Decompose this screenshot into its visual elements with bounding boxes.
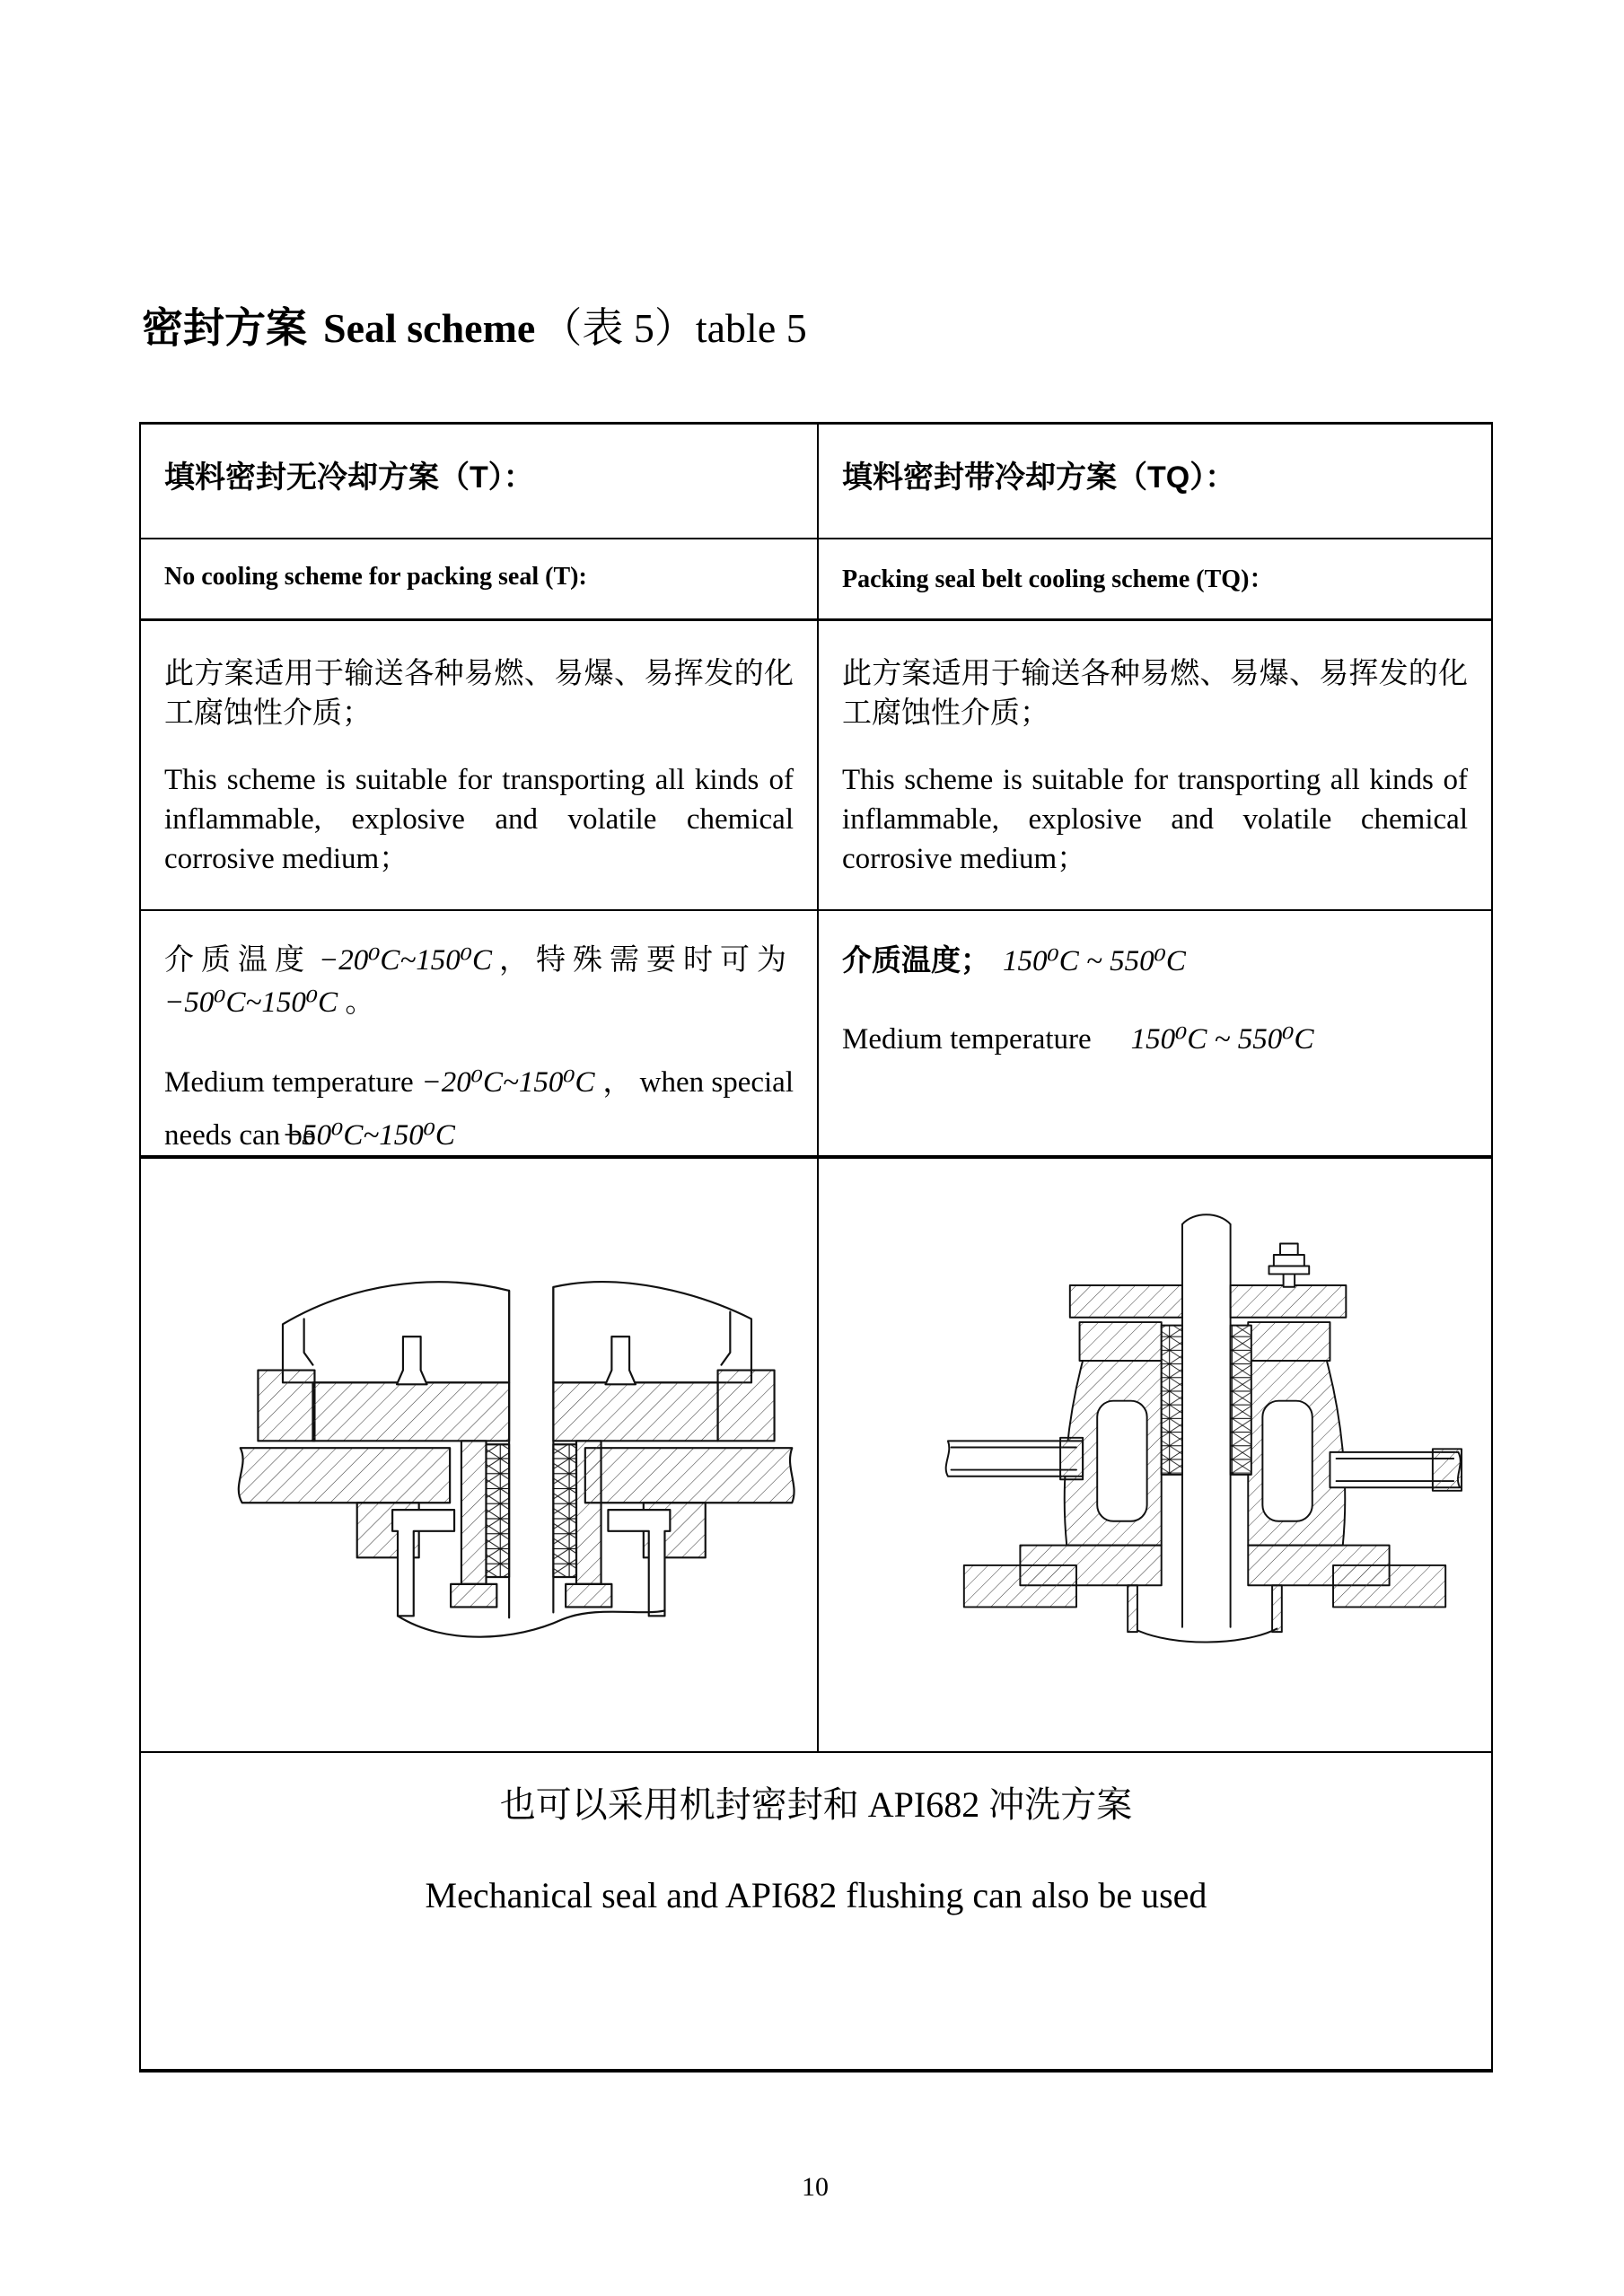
pump-body-right [553, 1282, 751, 1382]
description-tq-en: This scheme is suitable for transporting all kinds of inflammable, explosive and volatile chemical corrosive medium； [842, 763, 1468, 875]
subheader-tq-label: Packing seal belt cooling scheme (TQ)： [842, 565, 1275, 593]
cooling-cavity-right [1262, 1400, 1312, 1520]
temperature-tq-en-label: Medium temperature [842, 1022, 1092, 1056]
page-number: 10 [802, 2172, 829, 2202]
gland-outer-right [718, 1370, 775, 1441]
table-row-footer-note [140, 1752, 1492, 2071]
tank-plate-left [239, 1448, 450, 1503]
description-tq-zh: 此方案适用于输送各种易燃、易爆、易挥发的化工腐蚀性介质； [842, 658, 1468, 730]
pipe-flange-left [1060, 1437, 1083, 1478]
stuffing-tube-right [608, 1510, 670, 1616]
gland-follower-left [461, 1441, 487, 1584]
packing-seal-no-cooling-diagram [224, 1218, 808, 1643]
lower-pipe-wall-right [1272, 1585, 1282, 1632]
table-row-diagrams [140, 1157, 1492, 1752]
cooling-cavity-left [1097, 1400, 1146, 1520]
temperature-t-en-mid: ， when special [602, 1065, 794, 1099]
diagram-cell-tq [818, 1157, 1492, 1752]
table-row-temperature [140, 910, 1492, 1157]
description-t-zh: 此方案适用于输送各种易燃、易爆、易挥发的化工腐蚀性介质； [164, 658, 794, 730]
temperature-tq-formula: 150⁰C ~ 550⁰C [1003, 945, 1186, 977]
shaft-lines [1182, 1224, 1231, 1627]
temperature-cell-tq [818, 910, 1492, 1157]
table-row-header [140, 424, 1492, 539]
baseplate-right [1333, 1565, 1445, 1607]
gland-bolt [1269, 1243, 1310, 1286]
footer-note-en: Mechanical seal and API682 flushing can also be used [425, 1874, 1207, 1915]
footer-note-zh: 也可以采用机封密封和 API682 冲洗方案 [499, 1783, 1133, 1825]
page-title-suffix: （表 5）table 5 [540, 305, 807, 351]
packing-rings-left [487, 1444, 510, 1577]
page-title [142, 303, 807, 353]
shaft-break-bottom [1137, 1628, 1277, 1642]
header-t-label: 填料密封无冷却方案（T）： [164, 460, 534, 495]
temperature-t-zh-suffix: ，特殊需要时可为 [498, 944, 794, 977]
table-row-subheader [140, 539, 1492, 620]
temperature-cell-t [140, 910, 818, 1157]
gland-plate-left [312, 1382, 509, 1441]
temperature-t-en-prefix: Medium temperature [164, 1065, 414, 1099]
footer-note-cell [140, 1752, 1492, 2071]
temperature-t-en-line1 [164, 1064, 794, 1102]
packing-rings-right [1231, 1325, 1251, 1474]
temperature-t-en-formula-special: −50⁰C~150⁰C [281, 1118, 455, 1152]
subheader-t-label: No cooling scheme for packing seal (T): [164, 563, 587, 591]
shaft-lines [509, 1287, 553, 1617]
table-row-description [140, 620, 1492, 911]
diagram-cell-t [140, 1157, 818, 1752]
packing-rings-right [553, 1444, 576, 1577]
page-title-zh: 密封方案 [142, 305, 307, 351]
packing-seal-with-cooling-diagram [940, 1200, 1470, 1650]
temperature-t-zh-line2 [164, 984, 794, 1022]
page-title-en: Seal scheme [323, 305, 536, 351]
temperature-t-formula-main: −20⁰C~150⁰C [318, 944, 493, 977]
temperature-tq-en-formula: 150⁰C ~ 550⁰C [1130, 1022, 1314, 1056]
subheader-cell-tq [818, 539, 1492, 620]
gland-ring-right [1248, 1322, 1330, 1361]
temperature-t-en-line2 [164, 1117, 794, 1155]
tank-plate-right [585, 1448, 794, 1503]
temperature-t-zh-prefix: 介质温度 [164, 944, 312, 977]
stuffing-tube-left [392, 1510, 454, 1616]
subheader-cell-t [140, 539, 818, 620]
temperature-tq-zh-line [842, 942, 1468, 981]
follower-foot-right [566, 1583, 611, 1607]
shaft-break-top [1182, 1214, 1231, 1224]
temperature-t-en-formula-main: −20⁰C~150⁰C [421, 1065, 595, 1099]
description-cell-tq [818, 620, 1492, 911]
pipe-flange-right [1433, 1449, 1462, 1490]
gland-outer-left [258, 1370, 314, 1441]
gland-ring-left [1080, 1322, 1162, 1361]
header-cell-t [140, 424, 818, 539]
shaft-break-wave [398, 1610, 664, 1636]
follower-foot-left [451, 1583, 496, 1607]
header-cell-tq [818, 424, 1492, 539]
temperature-tq-zh-label: 介质温度； [842, 943, 990, 977]
temperature-tq-en-line [842, 1021, 1468, 1059]
seal-scheme-table [139, 422, 1493, 2073]
description-cell-t [140, 620, 818, 911]
packing-rings-left [1162, 1325, 1182, 1474]
temperature-t-zh-line1 [164, 942, 794, 980]
pump-body-left [283, 1282, 509, 1382]
gland-follower-right [576, 1441, 601, 1584]
temperature-t-formula-special: −50⁰C~150⁰C [164, 986, 338, 1019]
temperature-t-en-line2-text: needs can be [164, 1118, 316, 1152]
lower-pipe-wall-left [1128, 1585, 1137, 1632]
baseplate-left [964, 1565, 1076, 1607]
gland-plate-right [553, 1382, 717, 1441]
top-cover-right [1231, 1285, 1347, 1318]
top-cover-left [1070, 1285, 1182, 1318]
description-t-en: This scheme is suitable for transporting all kinds of inflammable, explosive and volatile chemical corrosive medium； [164, 763, 794, 875]
temperature-t-zh-period: 。 [345, 986, 375, 1019]
header-tq-label: 填料密封带冷却方案（TQ）： [842, 460, 1236, 495]
